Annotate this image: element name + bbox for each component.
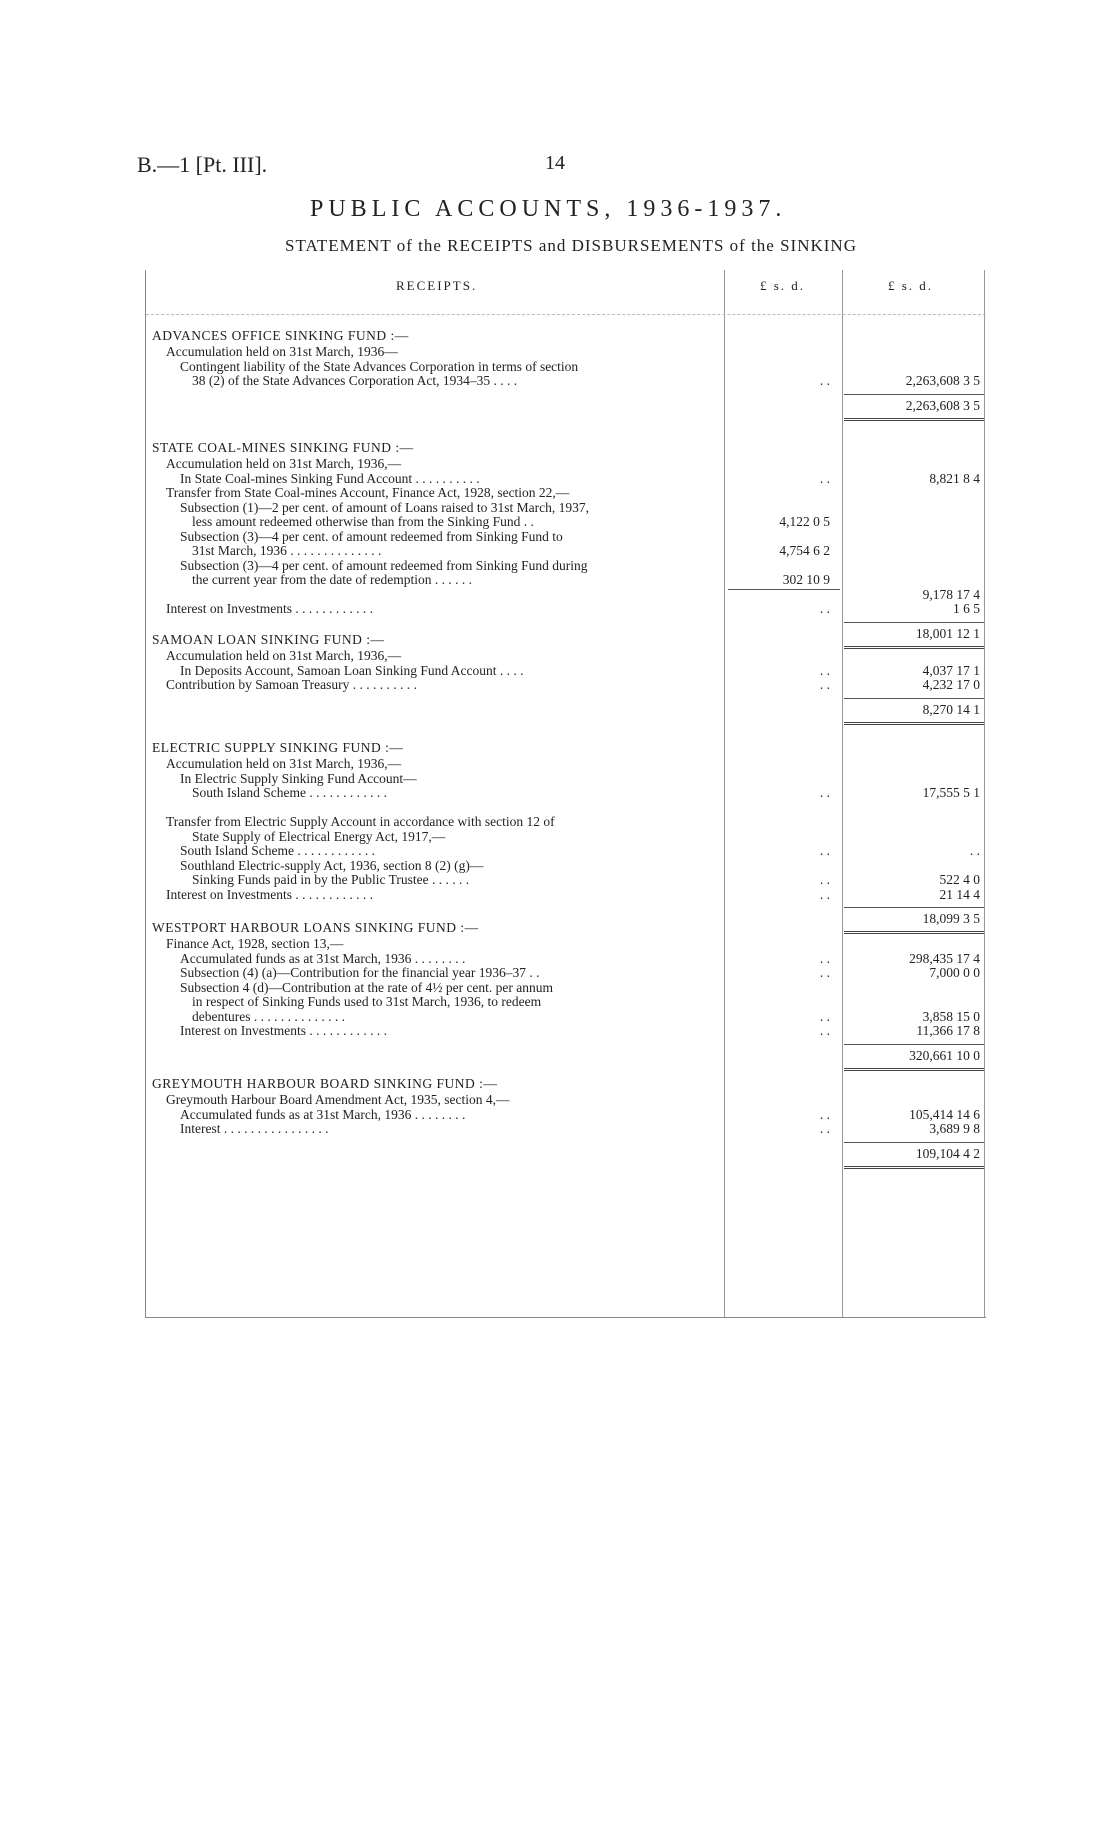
total-rule xyxy=(844,698,984,699)
row-description: In Electric Supply Sinking Fund Account— xyxy=(180,770,417,786)
row-description: debentures . . . . . . . . . . . . . . xyxy=(192,1008,345,1024)
table-row xyxy=(146,601,986,617)
amount-col1: . . xyxy=(819,470,830,486)
total-rule xyxy=(844,622,984,623)
page-title: PUBLIC ACCOUNTS, 1936-1937. xyxy=(310,196,787,222)
amount-col2: 4,037 17 1 xyxy=(922,662,980,678)
row-description: State Supply of Electrical Energy Act, 1917,— xyxy=(192,828,446,844)
amount-col2: 21 14 4 xyxy=(939,886,980,902)
total-rule xyxy=(844,1142,984,1143)
amount-col2: 7,000 0 0 xyxy=(929,965,980,980)
header-col1-units: £ s. d. xyxy=(760,278,806,293)
amount-col1: . . xyxy=(819,843,830,858)
row-description: Finance Act, 1928, section 13,— xyxy=(166,936,344,951)
amount-col1: . . xyxy=(819,886,830,902)
row-description: Subsection 4 (d)—Contribution at the rate of 4½ per cent. per annum xyxy=(180,979,554,995)
header-receipts: RECEIPTS. xyxy=(396,278,478,293)
row-description: South Island Scheme . . . . . . . . . . . . xyxy=(192,785,387,800)
fund-heading: ELECTRIC SUPPLY SINKING FUND :— xyxy=(152,740,404,755)
amount-col1: . . xyxy=(819,1008,830,1024)
row-description: Contingent liability of the State Advances Corporation in terms of section xyxy=(180,358,579,374)
total-double-rule xyxy=(844,1166,984,1169)
amount-col1: . . xyxy=(819,1106,830,1122)
amount-col1: . . xyxy=(819,785,830,800)
fund-heading: STATE COAL-MINES SINKING FUND :— xyxy=(152,440,414,455)
amount-col1: . . xyxy=(819,950,830,966)
section-total: 2,263,608 3 5 xyxy=(905,397,980,413)
amount-col1: . . xyxy=(819,1023,830,1038)
receipts-table xyxy=(145,270,986,1318)
total-double-rule xyxy=(844,722,984,725)
amount-col2: 3,858 15 0 xyxy=(922,1008,980,1024)
row-description: Transfer from Electric Supply Account in accordance with section 12 of xyxy=(166,814,555,829)
amount-col2: 17,555 5 1 xyxy=(922,785,980,800)
page-number: 14 xyxy=(545,152,565,174)
row-description: Subsection (1)—2 per cent. of amount of Loans raised to 31st March, 1937, xyxy=(180,499,590,515)
section-total: 18,099 3 5 xyxy=(922,911,980,926)
row-description: South Island Scheme . . . . . . . . . . . . xyxy=(180,843,375,858)
page-subtitle: STATEMENT of the RECEIPTS and DISBURSEMENTS of the SINKING xyxy=(285,236,857,255)
amount-col1: . . xyxy=(819,601,830,616)
row-description: Accumulation held on 31st March, 1936— xyxy=(166,344,398,359)
table-row xyxy=(146,373,986,389)
row-description: Accumulation held on 31st March, 1936,— xyxy=(166,648,402,663)
amount-col1: . . xyxy=(819,662,830,678)
section-total: 109,104 4 2 xyxy=(915,1145,980,1161)
amount-col1: 4,122 0 5 xyxy=(779,514,830,529)
row-description: 31st March, 1936 . . . . . . . . . . . . . . xyxy=(192,543,382,558)
row-description: Subsection (3)—4 per cent. of amount redeemed from Sinking Fund to xyxy=(180,528,563,544)
row-description: 38 (2) of the State Advances Corporation Act, 1934–35 . . . . xyxy=(192,373,518,388)
amount-col1: 302 10 9 xyxy=(782,572,830,587)
fund-heading: WESTPORT HARBOUR LOANS SINKING FUND :— xyxy=(152,920,479,935)
table-row xyxy=(146,677,986,693)
amount-col1: . . xyxy=(819,677,830,692)
row-description: Contribution by Samoan Treasury . . . . . . . . . . xyxy=(166,677,417,692)
header-rule xyxy=(146,314,986,315)
amount-col1: . . xyxy=(819,965,830,980)
total-rule xyxy=(844,1044,984,1045)
amount-col2: 298,435 17 4 xyxy=(909,950,980,966)
total-double-rule xyxy=(844,1068,984,1071)
row-description: Accumulation held on 31st March, 1936,— xyxy=(166,756,402,771)
fund-heading: GREYMOUTH HARBOUR BOARD SINKING FUND :— xyxy=(152,1076,498,1091)
amount-col2: 4,232 17 0 xyxy=(922,677,980,692)
fund-heading: SAMOAN LOAN SINKING FUND :— xyxy=(152,632,385,647)
row-description: Greymouth Harbour Board Amendment Act, 1935, section 4,— xyxy=(166,1092,510,1107)
total-double-rule xyxy=(844,418,984,421)
row-description: Transfer from State Coal-mines Account, Finance Act, 1928, section 22,— xyxy=(166,485,570,500)
row-description: Interest . . . . . . . . . . . . . . . . xyxy=(180,1121,329,1136)
amount-col2: 8,821 8 4 xyxy=(929,470,980,486)
row-description: in respect of Sinking Funds used to 31st March, 1936, to redeem xyxy=(192,994,542,1009)
row-description: In State Coal-mines Sinking Fund Account . . . . . . . . . . xyxy=(180,470,480,486)
amount-col2: 105,414 14 6 xyxy=(909,1106,980,1122)
row-description: Accumulated funds as at 31st March, 1936 . . . . . . . . xyxy=(180,950,466,966)
row-description: less amount redeemed otherwise than from the Sinking Fund . . xyxy=(192,514,534,529)
amount-col1: . . xyxy=(819,373,830,388)
amount-col1: . . xyxy=(819,1121,830,1136)
row-description: Sinking Funds paid in by the Public Trustee . . . . . . xyxy=(192,872,470,887)
row-description: Interest on Investments . . . . . . . . . . . . xyxy=(166,601,373,616)
total-double-rule xyxy=(844,931,984,934)
document-reference: B.—1 [Pt. III]. xyxy=(137,152,268,177)
table-row xyxy=(146,1023,986,1039)
amount-col1: 4,754 6 2 xyxy=(779,543,830,558)
section-total: 8,270 14 1 xyxy=(922,701,980,717)
row-description: Accumulation held on 31st March, 1936,— xyxy=(166,456,402,471)
row-description: the current year from the date of redemption . . . . . . xyxy=(192,572,473,587)
row-description: Subsection (4) (a)—Contribution for the financial year 1936–37 . . xyxy=(180,965,540,980)
fund-heading: ADVANCES OFFICE SINKING FUND :— xyxy=(152,328,409,343)
table-row xyxy=(146,1121,986,1137)
amount-col2: 2,263,608 3 5 xyxy=(905,373,980,388)
amount-col1: . . xyxy=(819,872,830,887)
row-description: Accumulated funds as at 31st March, 1936 . . . . . . . . xyxy=(180,1106,466,1122)
row-description: Interest on Investments . . . . . . . . . . . . xyxy=(180,1023,387,1038)
amount-col2: . . xyxy=(969,843,980,858)
section-total: 18,001 12 1 xyxy=(915,625,980,641)
amount-col2: 1 6 5 xyxy=(953,601,980,616)
amount-col2: 11,366 17 8 xyxy=(916,1023,980,1038)
row-description: Subsection (3)—4 per cent. of amount redeemed from Sinking Fund during xyxy=(180,557,588,573)
row-description: Interest on Investments . . . . . . . . . . . . xyxy=(166,886,373,902)
header-col2-units: £ s. d. xyxy=(888,278,934,293)
row-description: Southland Electric-supply Act, 1936, section 8 (2) (g)— xyxy=(180,857,484,873)
table-row xyxy=(146,887,986,903)
amount-col2: 522 4 0 xyxy=(939,872,980,887)
section-total: 320,661 10 0 xyxy=(909,1047,980,1063)
total-rule xyxy=(844,394,984,395)
row-description: In Deposits Account, Samoan Loan Sinking Fund Account . . . . xyxy=(180,662,524,678)
amount-col2: 3,689 9 8 xyxy=(929,1121,980,1136)
total-rule xyxy=(844,907,984,908)
amount-col2: 9,178 17 4 xyxy=(922,586,980,602)
